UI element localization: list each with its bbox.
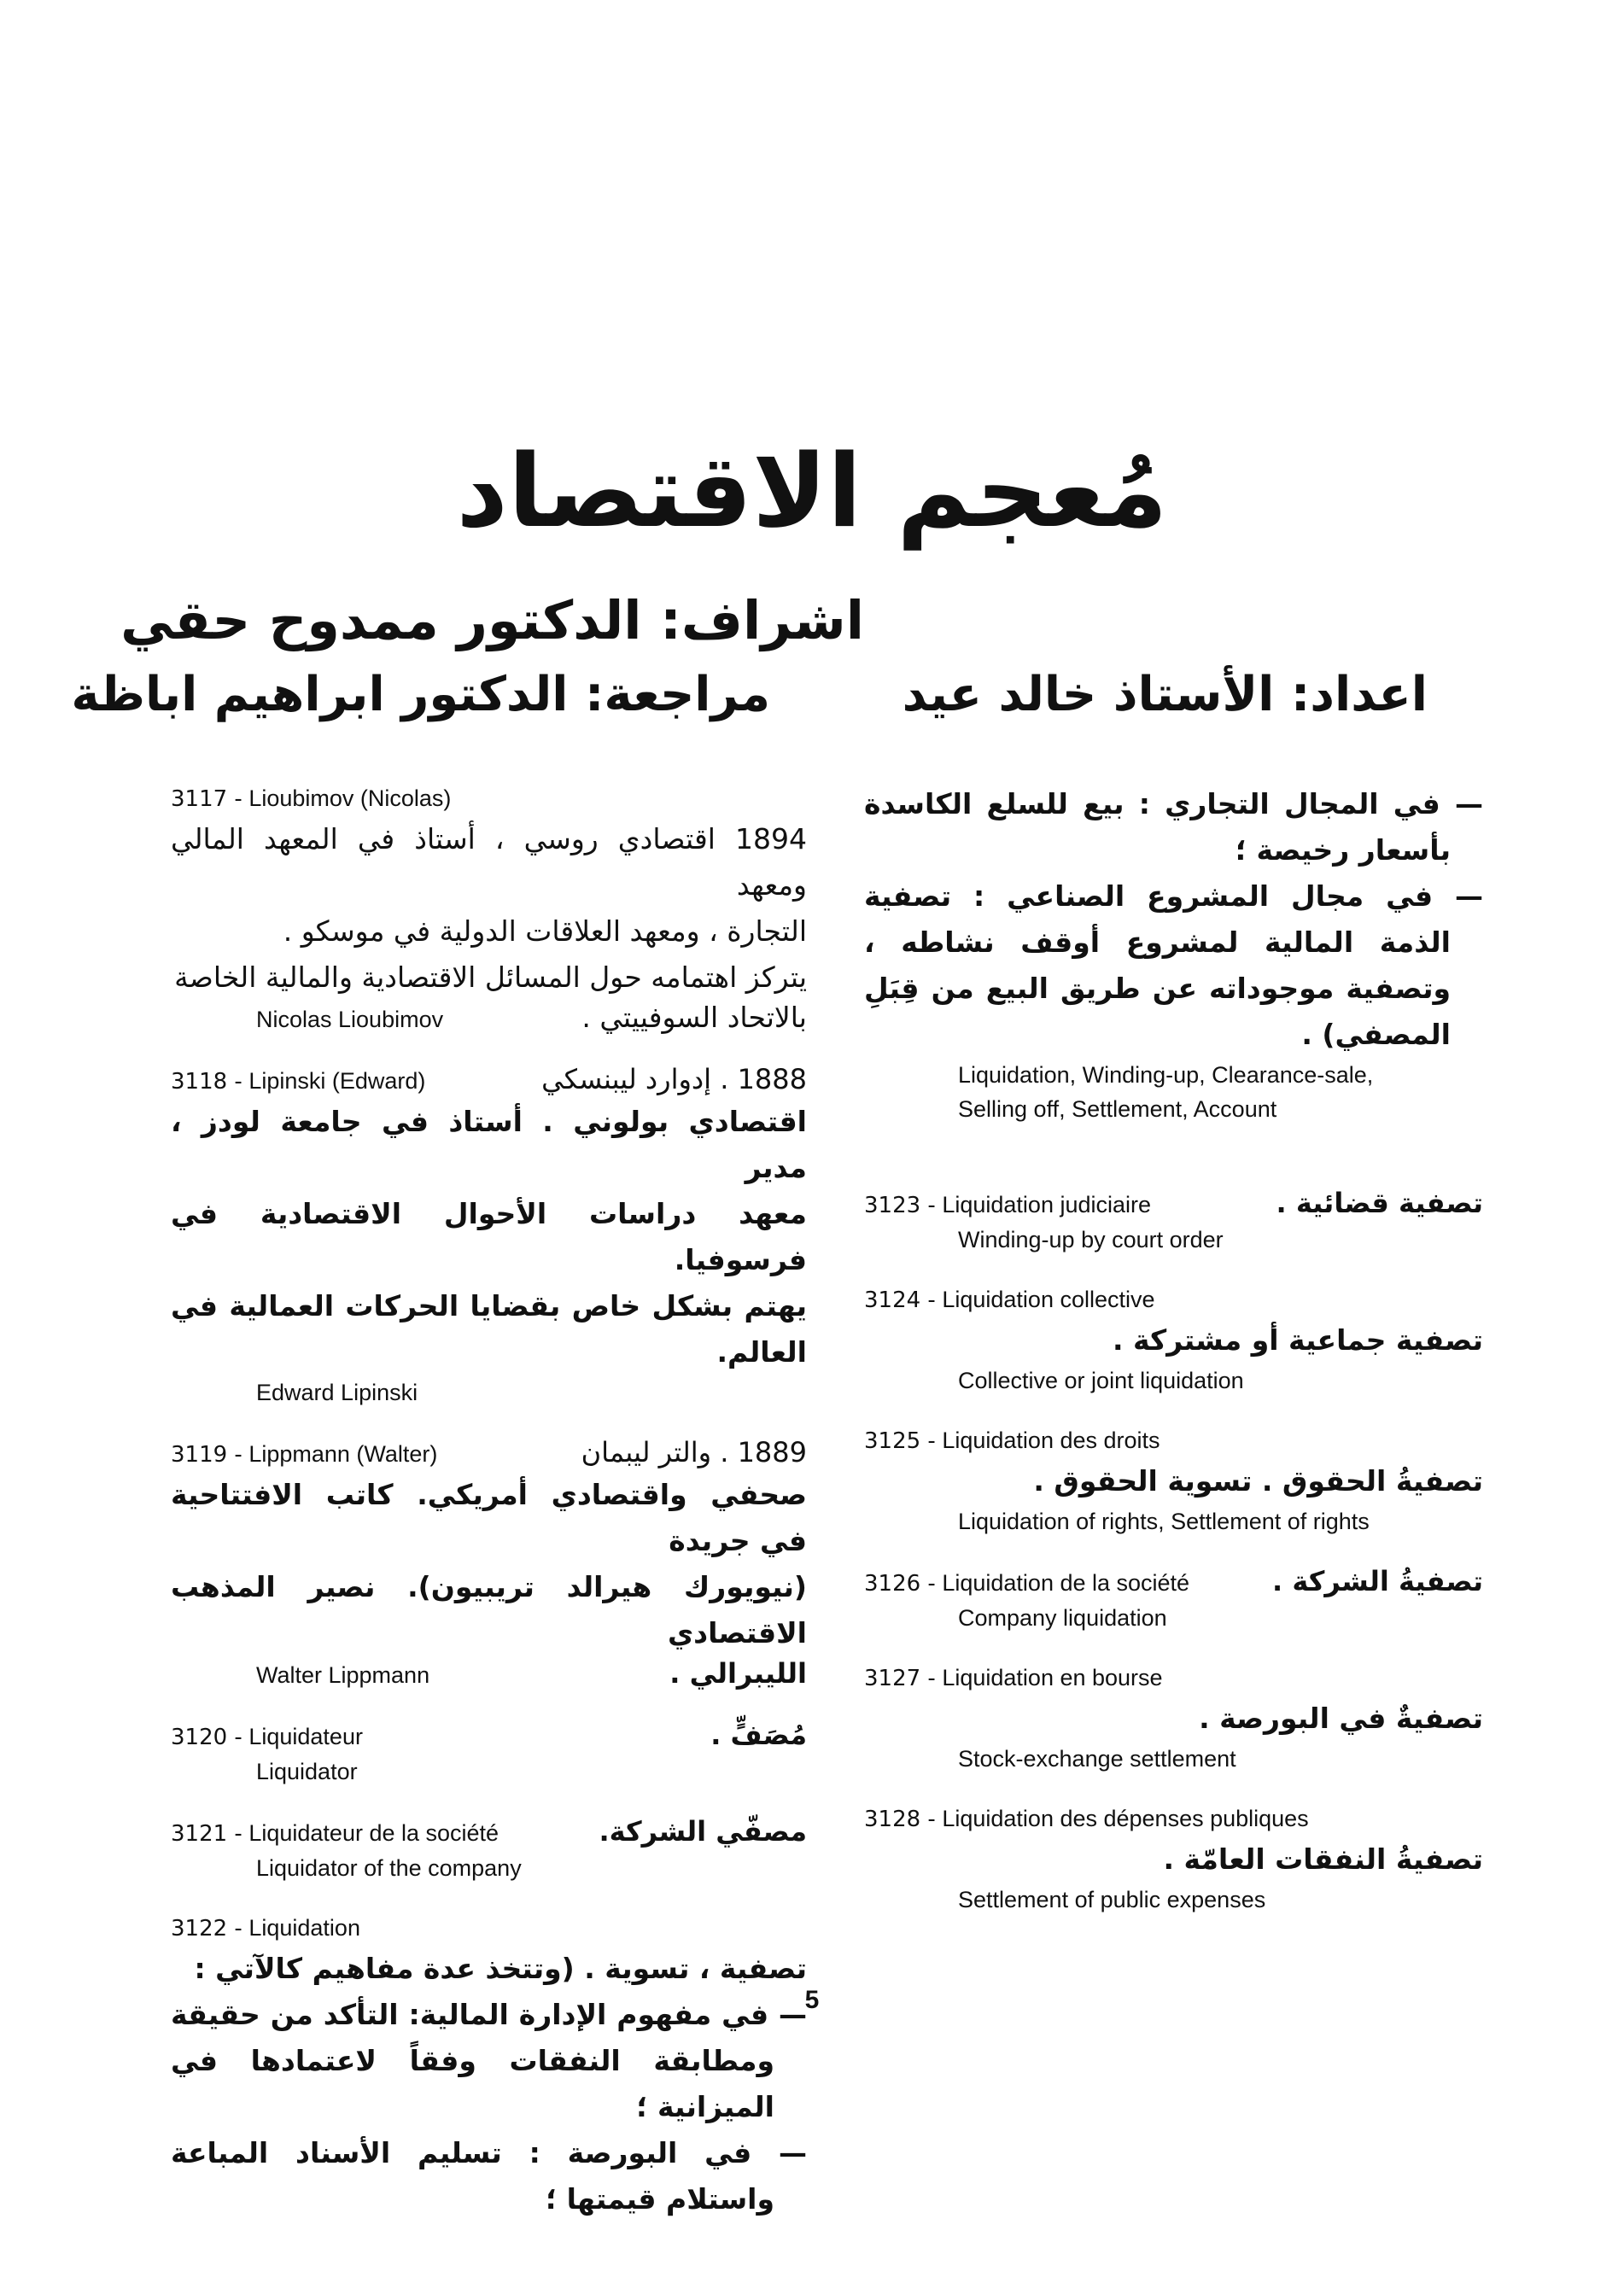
left-column (171, 781, 807, 2248)
entry-3128 (864, 1801, 1483, 1917)
entry-3120 (171, 1718, 807, 1789)
entry-arabic-line: معهد دراسات الأحوال الاقتصادية في فرسوفيا. (171, 1197, 807, 1276)
entry-arabic-line: اقتصادي بولوني . أستاذ في جامعة لودز ، مدير (171, 1105, 807, 1184)
entry-heading (864, 1564, 1483, 1601)
entry-heading (864, 1282, 1483, 1317)
entry-3124 (864, 1282, 1483, 1398)
supervision-credit: اشراف: الدكتور ممدوح حقي (120, 589, 864, 651)
entry-number: 3117 - (171, 786, 242, 812)
right-column (864, 781, 1483, 1942)
entry-english: Liquidator (256, 1759, 358, 1784)
entry-term: Liquidation des droits (942, 1428, 1160, 1453)
page-number: 5 (804, 1986, 820, 2014)
entry-heading (171, 781, 807, 816)
entry-number: 3123 - (864, 1193, 936, 1218)
entry-arabic-heading: تصفيةُ النفقات العامّة . (1163, 1842, 1483, 1876)
entry-term: Liquidation des dépenses publiques (942, 1806, 1309, 1831)
entry-bullet: — في البورصة : تسليم الأسناد المباعة واستلام قيمتها ؛ (171, 2136, 807, 2216)
entry-english: Settlement of public expenses (958, 1887, 1266, 1912)
entry-arabic-heading: تصفيةُ الشركة . (1272, 1565, 1483, 1597)
entry-heading (864, 1801, 1483, 1836)
preparation-credit: اعداد: الأستاذ خالد عيد (902, 667, 1428, 722)
entry-arabic-heading: 1888 . إدوارد ليبنسكي (541, 1063, 807, 1095)
entry-arabic-line: تصفية ، تسوية . (وتتخذ عدة مفاهيم كالآتي : (194, 1952, 807, 1985)
entry-term: Liquidation judiciaire (942, 1192, 1152, 1217)
entry-3117 (171, 781, 807, 1036)
entry-english: Walter Lippmann (256, 1662, 430, 1688)
entry-3121 (171, 1814, 807, 1885)
entry-english: Nicolas Lioubimov (256, 1007, 444, 1032)
entry-number: 3121 - (171, 1821, 242, 1847)
entry-term: Liquidation (248, 1915, 360, 1941)
entry-term: Lioubimov (Nicolas) (248, 785, 452, 811)
entry-arabic-heading: 1889 . والتر ليبمان (581, 1436, 807, 1468)
entry-arabic-line: الليبرالي . (669, 1657, 807, 1690)
entry-english: Liquidation of rights, Settlement of rights (958, 1509, 1370, 1534)
entry-3122 (171, 1911, 807, 2222)
entry-number: 3120 - (171, 1725, 242, 1750)
entry-heading (171, 1911, 807, 1946)
entry-3125 (864, 1423, 1483, 1539)
entry-arabic-line: صحفي واقتصادي أمريكي. كاتب الافتتاحية في جريدة (171, 1478, 807, 1557)
entry-number: 3124 - (864, 1287, 936, 1313)
entry-arabic-heading: تصفية جماعية أو مشتركة . (1113, 1323, 1483, 1357)
entry-3118 (171, 1062, 807, 1410)
entry-closing-line (171, 1656, 807, 1692)
entry-arabic-line: بالاتحاد السوفييتي . (581, 1001, 807, 1034)
entry-arabic-line: يهتم بشكل خاص بقضايا الحركات العمالية في العالم. (171, 1289, 807, 1369)
entry-arabic-line: (نيويورك هيرالد تريبيون). نصير المذهب الاقتصادي (171, 1570, 807, 1649)
entry-bullet: — في مفهوم الإدارة المالية: التأكد من حقيقة ومطابقة النفقات وفقاً لاعتمادها في الميزانية ؛ (171, 1998, 807, 2123)
entry-heading (171, 1435, 807, 1472)
entry-3127 (864, 1661, 1483, 1776)
entry-number: 3126 - (864, 1571, 936, 1597)
entry-3119 (171, 1435, 807, 1692)
entry-arabic-heading: تصفيةٌ في البورصة . (1199, 1702, 1483, 1735)
entry-term: Liquidateur de la société (248, 1820, 499, 1846)
entry-english: Liquidator of the company (256, 1855, 522, 1881)
entry-english: Liquidation, Winding-up, Clearance-sale, (958, 1062, 1374, 1088)
entry-closing-line (171, 1001, 807, 1036)
entry-arabic-line: 1894 اقتصادي روسي ، أستاذ في المعهد المالي ومعهد (171, 822, 807, 902)
entry-arabic-heading: مصفّي الشركة. (599, 1815, 807, 1848)
entry-term: Liquidation en bourse (942, 1665, 1163, 1690)
entry-term: Liquidation de la société (942, 1570, 1190, 1596)
entry-3122-continued (864, 781, 1483, 1126)
entry-number: 3118 - (171, 1069, 242, 1095)
entry-heading (864, 1423, 1483, 1458)
entry-3126 (864, 1564, 1483, 1635)
entry-3123 (864, 1186, 1483, 1257)
entry-english: Company liquidation (958, 1605, 1167, 1631)
entry-arabic-heading: مُصَفٍّ . (710, 1719, 807, 1751)
entry-number: 3119 - (171, 1442, 242, 1468)
entry-arabic-line: يتركز اهتمامه حول المسائل الاقتصادية والمالية الخاصة (174, 960, 807, 994)
entry-heading (864, 1186, 1483, 1223)
entry-heading (864, 1661, 1483, 1696)
entry-english: Stock-exchange settlement (958, 1746, 1236, 1772)
entry-arabic-heading: تصفية قضائية . (1276, 1187, 1483, 1219)
entry-term: Liquidateur (248, 1724, 363, 1749)
entry-arabic-line: التجارة ، ومعهد العلاقات الدولية في موسكو . (283, 914, 807, 948)
page-title: مُعجم الاقتصاد (456, 432, 1168, 550)
entry-term: Liquidation collective (942, 1287, 1155, 1312)
entry-number: 3128 - (864, 1807, 936, 1832)
entry-english: Edward Lipinski (256, 1380, 418, 1405)
entry-number: 3127 - (864, 1666, 936, 1691)
entry-number: 3125 - (864, 1428, 936, 1454)
entry-heading (171, 1062, 807, 1099)
entry-number: 3122 - (171, 1916, 242, 1941)
entry-arabic-heading: تصفيةُ الحقوق . تسوية الحقوق . (1033, 1464, 1483, 1498)
entry-english: Selling off, Settlement, Account (958, 1096, 1277, 1122)
entry-heading (171, 1718, 807, 1755)
entry-bullet: — في مجال المشروع الصناعي : تصفية الذمة المالية لمشروع أوقف نشاطه ، وتصفية موجوداته عن طريق البيع من قِبَلِ المصفي) . (864, 879, 1483, 1051)
entry-heading (171, 1814, 807, 1851)
entry-term: Lipinski (Edward) (248, 1068, 426, 1094)
entry-english: Winding-up by court order (958, 1227, 1224, 1252)
review-credit: مراجعة: الدكتور ابراهيم اباظة (71, 667, 770, 722)
entry-bullet: — في المجال التجاري : بيع للسلع الكاسدة بأسعار رخيصة ؛ (864, 787, 1483, 867)
entry-english: Collective or joint liquidation (958, 1368, 1244, 1393)
entry-term: Lippmann (Walter) (248, 1441, 438, 1467)
